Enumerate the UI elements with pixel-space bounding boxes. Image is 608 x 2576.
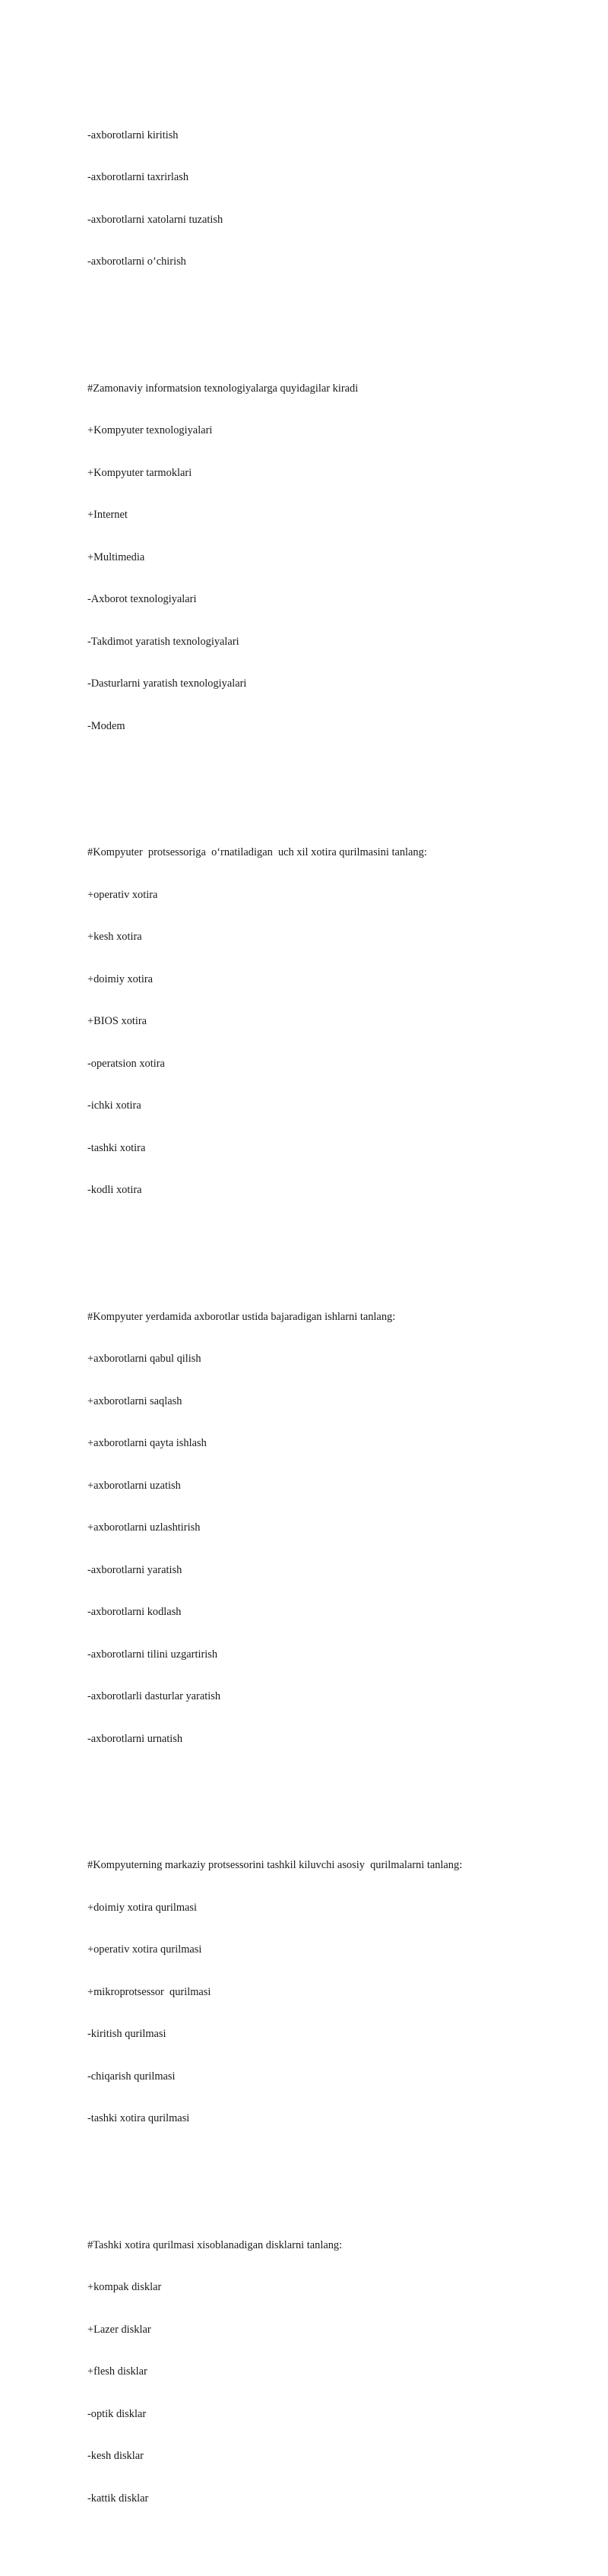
question-block	[87, 817, 581, 1226]
answer-option: +doimiy xotira	[87, 972, 154, 985]
answer-option: -operatsion xotira	[87, 1057, 165, 1070]
answer-option: +axborotlarni qabul qilish	[87, 1353, 201, 1365]
answer-option: -axborotlarni tilini uzgartirish	[87, 1648, 218, 1661]
answer-option: -axborotlarli dasturlar yaratish	[87, 1690, 221, 1702]
answer-option: -Axborot texnologiyalari	[87, 593, 197, 605]
question-block	[87, 354, 581, 762]
answer-option: +kompak disklar	[87, 2281, 162, 2293]
document-page	[87, 58, 581, 2576]
question-text: #Kompyuter protsessoriga o‘rnatiladigan uch xil xotira qurilmasini tanlang:	[87, 846, 427, 858]
answer-option: -kodli xotira	[87, 1184, 142, 1196]
answer-option: -kiritish qurilmasi	[87, 2028, 166, 2040]
question-text: #Zamonaviy informatsion texnologiyalarga quyidagilar kiradi	[87, 382, 359, 395]
answer-option: +operativ xotira	[87, 888, 158, 901]
answer-option: -axborotlarni yaratish	[87, 1563, 182, 1576]
answer-option: +BIOS xotira	[87, 1015, 147, 1027]
answer-option: -chiqarish qurilmasi	[87, 2070, 176, 2083]
answer-option: +Multimedia	[87, 550, 145, 563]
answer-option: -kesh disklar	[87, 2450, 144, 2462]
answer-option: +operativ xotira qurilmasi	[87, 1943, 202, 1956]
question-block	[87, 2210, 581, 2534]
question-text: #Kompyuterning markaziy protsessorini tashkil kiluvchi asosiy qurilmalarni tanlang:	[87, 1859, 463, 1871]
answer-option: +Internet	[87, 509, 128, 521]
answer-option: -tashki xotira qurilmasi	[87, 2112, 190, 2124]
answer-option: -Dasturlarni yaratish texnologiyalari	[87, 677, 247, 690]
answer-option: +flesh disklar	[87, 2365, 147, 2378]
answer-option: -axborotlarni urnatish	[87, 1732, 183, 1745]
answer-option: -kattik disklar	[87, 2492, 149, 2505]
answer-option: +doimiy xotira qurilmasi	[87, 1901, 198, 1914]
answer-option: +Lazer disklar	[87, 2323, 151, 2336]
question-block	[87, 1282, 581, 1775]
answer-option: -tashki xotira	[87, 1141, 146, 1154]
answer-option: +axborotlarni qayta ishlash	[87, 1437, 207, 1449]
answer-option: +mikroprotsessor qurilmasi	[87, 1985, 211, 1998]
answer-option: -axborotlarni xatolarni tuzatish	[87, 213, 223, 226]
question-block	[87, 100, 581, 297]
answer-option: -ichki xotira	[87, 1099, 141, 1112]
answer-option: -Takdimot yaratish texnologiyalari	[87, 635, 239, 648]
answer-option: +axborotlarni uzlashtirish	[87, 1521, 201, 1534]
answer-option: -axborotlarni kodlash	[87, 1606, 182, 1618]
question-text: #Tashki xotira qurilmasi xisoblanadigan disklarni tanlang:	[87, 2238, 343, 2251]
answer-option: -axborotlarni kiritish	[87, 128, 179, 141]
question-block	[87, 1830, 581, 2154]
question-text: #Kompyuter yerdamida axborotlar ustida bajaradigan ishlarni tanlang:	[87, 1310, 396, 1323]
answer-option: +Kompyuter tarmoklari	[87, 466, 192, 479]
answer-option: +Kompyuter texnologiyalari	[87, 424, 213, 436]
answer-option: +kesh xotira	[87, 931, 142, 943]
answer-option: -Modem	[87, 719, 125, 732]
answer-option: -axborotlarni taxrirlash	[87, 171, 189, 183]
answer-option: -optik disklar	[87, 2407, 147, 2420]
answer-option: +axborotlarni saqlash	[87, 1394, 182, 1407]
answer-option: -axborotlarni o’chirish	[87, 255, 186, 268]
answer-option: +axborotlarni uzatish	[87, 1479, 181, 1492]
